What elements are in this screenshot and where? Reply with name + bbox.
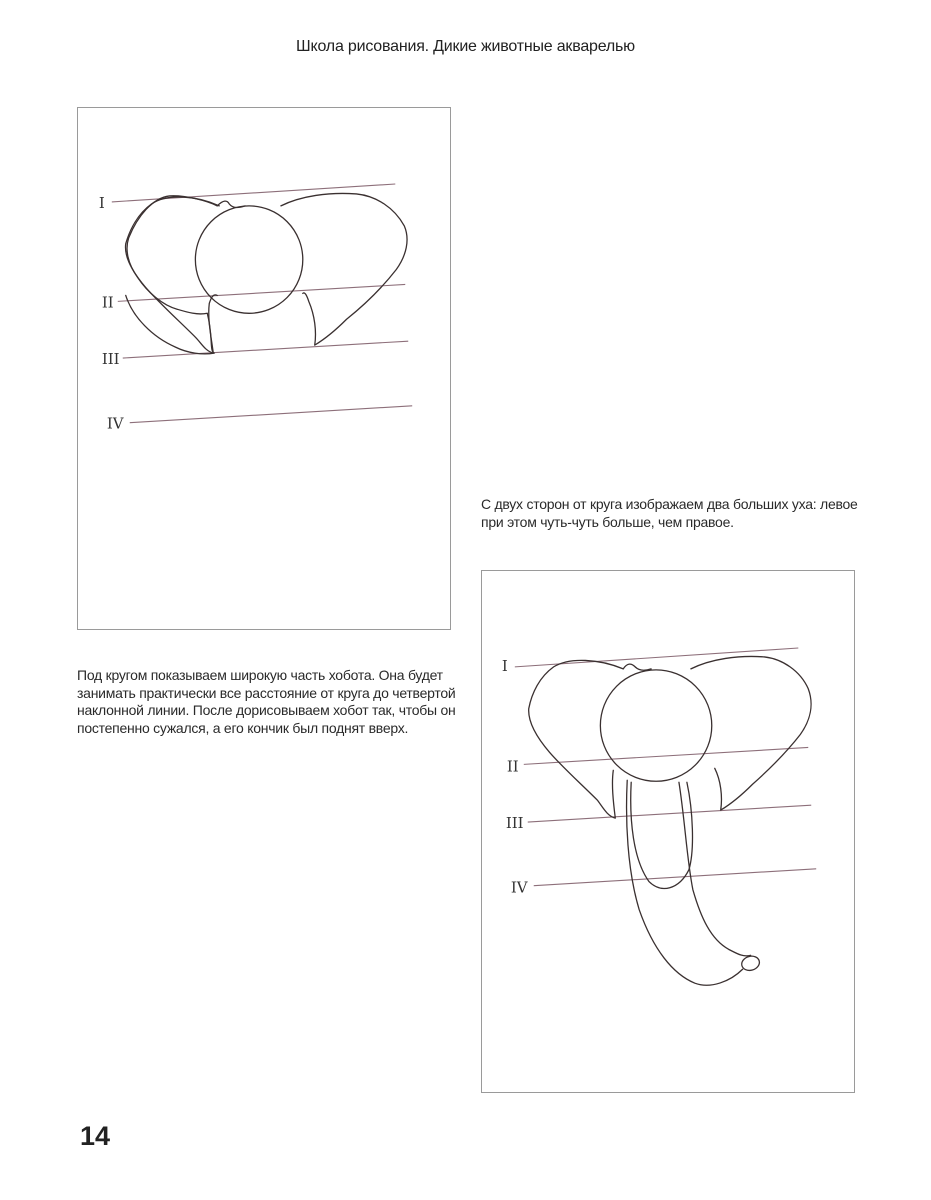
numeral-3: III bbox=[505, 814, 524, 833]
guide-line-3 bbox=[528, 805, 811, 822]
numeral-2: II bbox=[101, 293, 114, 312]
numeral-4: IV bbox=[510, 878, 528, 897]
head-top-notch bbox=[623, 664, 651, 670]
right-ear-outline bbox=[691, 656, 811, 810]
sketch-panel-trunk bbox=[481, 570, 855, 1093]
guide-line-4 bbox=[534, 869, 816, 886]
guide-line-2 bbox=[524, 747, 808, 764]
caption-ears: С двух сторон от круга изображаем два больших уха: левое при этом чуть-чуть больше, чем правое. bbox=[481, 496, 858, 530]
numeral-2: II bbox=[506, 757, 519, 776]
guide-line-1 bbox=[515, 648, 798, 667]
trunk-sketch-illustration bbox=[482, 571, 854, 1092]
numeral-1: I bbox=[501, 656, 508, 675]
guide-line-3 bbox=[123, 341, 408, 358]
running-header: Школа рисования. Дикие животные акварелью bbox=[296, 38, 635, 55]
numeral-4: IV bbox=[106, 414, 124, 433]
page-number: 14 bbox=[80, 1121, 111, 1151]
left-ear bbox=[126, 196, 218, 354]
guide-line-1 bbox=[112, 184, 395, 202]
trunk-left-edge bbox=[627, 780, 743, 985]
ears-sketch-illustration bbox=[78, 108, 450, 629]
sketch-panel-ears bbox=[77, 107, 451, 630]
head-top-notch bbox=[217, 201, 245, 207]
left-ear-outline bbox=[125, 197, 219, 353]
right-ear-outline bbox=[281, 193, 407, 345]
numeral-1: I bbox=[98, 193, 105, 212]
guide-line-2 bbox=[118, 284, 405, 301]
caption-trunk: Под кругом показываем широкую часть хобота. Она будет занимать практически все расстояние от круга до четвертой наклонной линии. После дорисовываем хобот так, чтобы он постепенно сужался, а его кончик был поднят вверх. bbox=[77, 667, 456, 736]
left-ear-outline bbox=[529, 660, 624, 818]
numeral-3: III bbox=[101, 350, 120, 369]
trunk-wide-part bbox=[631, 782, 693, 888]
head-circle bbox=[600, 670, 711, 781]
trunk-tip bbox=[740, 954, 761, 972]
guide-line-4 bbox=[130, 406, 412, 423]
